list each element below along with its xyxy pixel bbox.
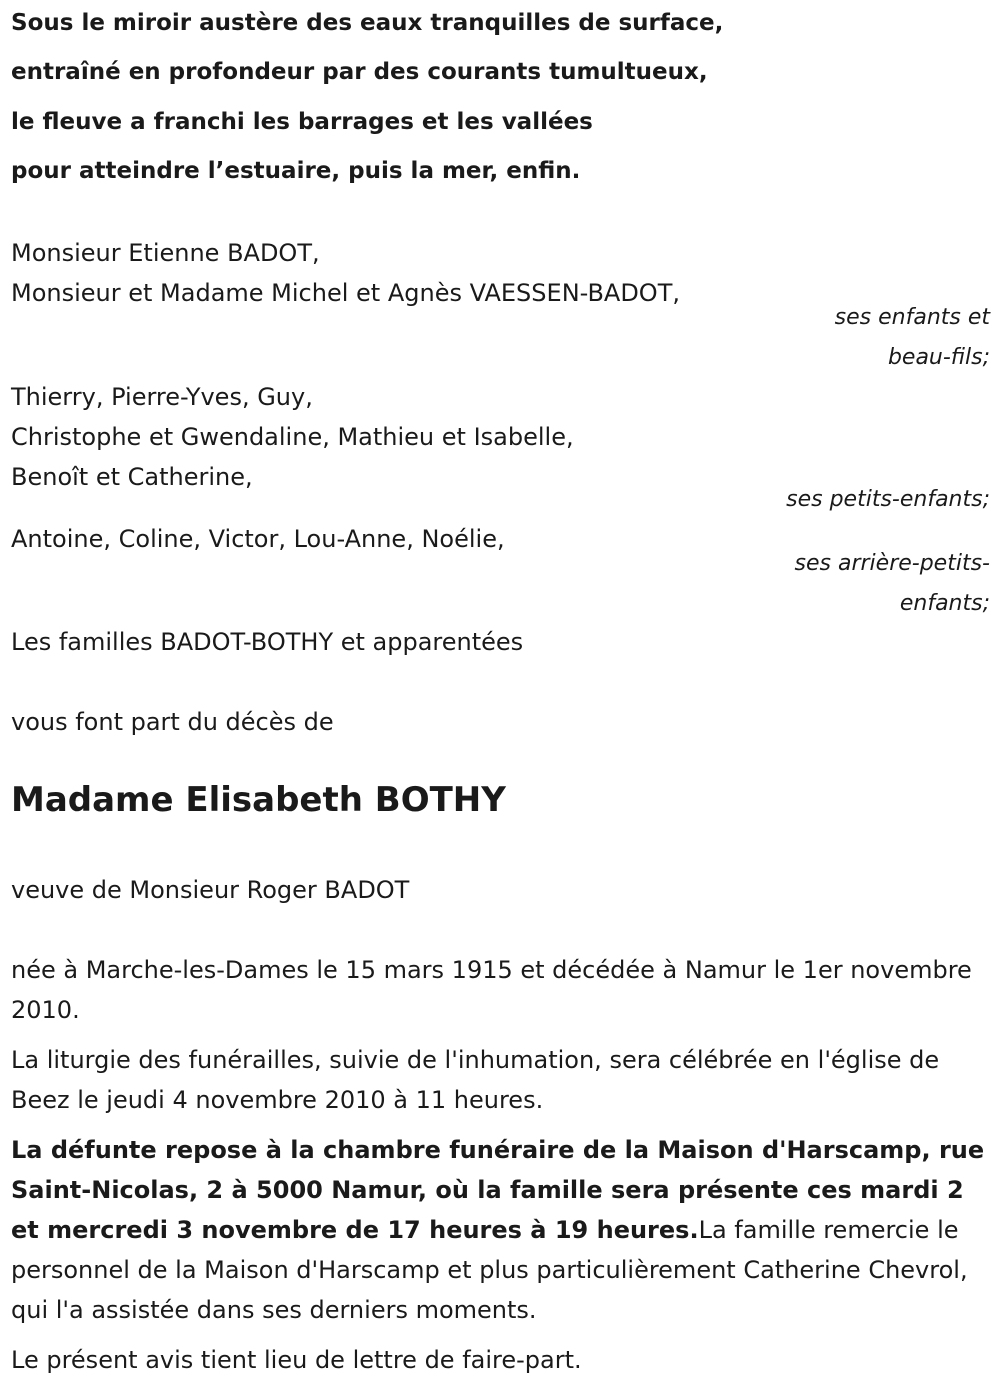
funeral-paragraph: La liturgie des funérailles, suivie de l'inhumation, sera célébrée en l'église de Beez le jeudi 4 novembre 2010 à 11 heures. [11, 1046, 940, 1114]
poem-line: le fleuve a franchi les barrages et les vallées [11, 109, 593, 135]
family-name-line: Monsieur et Madame Michel et Agnès VAESSEN-BADOT, [11, 279, 680, 307]
visitation-regular-text: La famille remercie le personnel de la Maison d'Harscamp et plus particulièrement Catherine Chevrol, qui l'a assistée dans ses derniers moments. [11, 1216, 968, 1324]
announcement: vous font part du décès de [11, 708, 334, 736]
poem-line: Sous le miroir austère des eaux tranquilles de surface, [11, 10, 724, 36]
family-name-line: Benoît et Catherine, [11, 463, 253, 491]
family-families: Les familles BADOT-BOTHY et apparentées [11, 628, 524, 656]
family-name-line: Antoine, Coline, Victor, Lou-Anne, Noélie, [11, 525, 505, 553]
poem-line: pour atteindre l’estuaire, puis la mer, enfin. [11, 158, 581, 184]
poem-line: entraîné en profondeur par des courants tumultueux, [11, 59, 708, 85]
relation-label-line: enfants; [899, 591, 990, 616]
deceased-name: Madame Elisabeth BOTHY [11, 780, 506, 820]
relation-label [795, 544, 990, 624]
visitation-bold-text: La défunte repose à la chambre funéraire de la Maison d'Harscamp, rue Saint-Nicolas, 2 à 5000 Namur, où la famille sera présente ces mardi 2 et mercredi 3 novembre de 17 heures à 19 heures. [11, 1136, 985, 1244]
birth-death-paragraph: née à Marche-les-Dames le 15 mars 1915 et décédée à Namur le 1er novembre 2010. [11, 956, 972, 1024]
visitation-paragraph [11, 1130, 996, 1330]
relation-label [835, 298, 990, 378]
closing-paragraph: Le présent avis tient lieu de lettre de faire-part. [11, 1346, 582, 1374]
family-name-line: Monsieur Etienne BADOT, [11, 239, 320, 267]
relation-label-line: ses arrière-petits- [794, 551, 990, 576]
family-name-line: Thierry, Pierre-Yves, Guy, [11, 383, 313, 411]
relation-label-line: ses enfants et [834, 305, 990, 330]
relation-label: ses petits-enfants; [786, 487, 990, 512]
family-name-line: Christophe et Gwendaline, Mathieu et Isabelle, [11, 423, 574, 451]
deceased-spouse: veuve de Monsieur Roger BADOT [11, 876, 410, 904]
relation-label-line: beau-fils; [887, 345, 990, 370]
